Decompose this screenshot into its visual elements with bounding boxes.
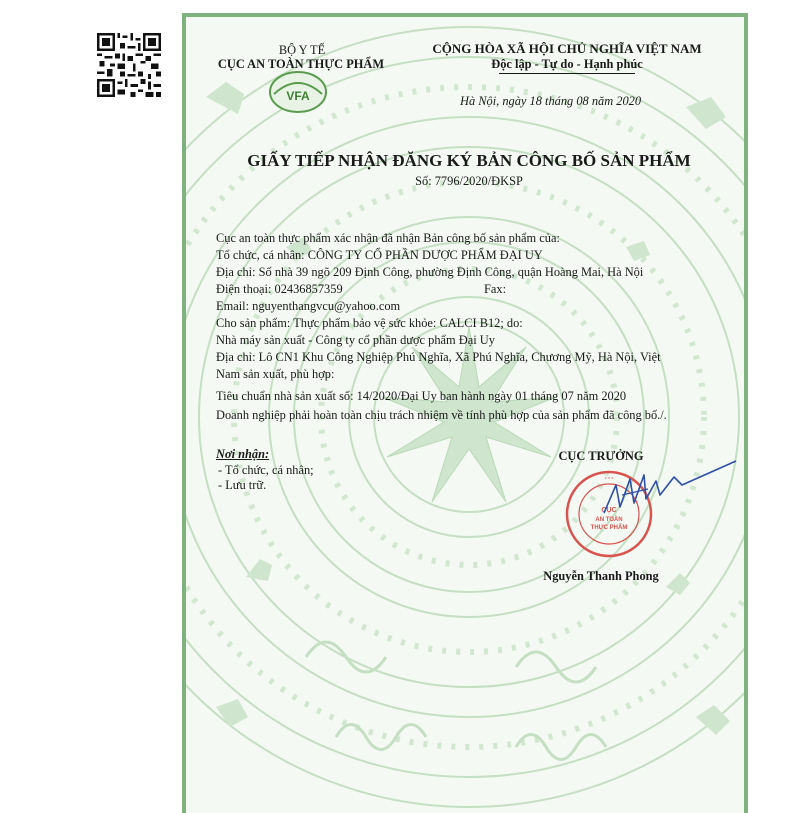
svg-text:AN TOÀN: AN TOÀN [595,517,623,523]
motto-underline [499,73,635,74]
issue-date: Hà Nội, ngày 18 tháng 08 năm 2020 [460,94,642,108]
phone: Điện thoại: 02436857359 [216,282,343,296]
organization: Tổ chức, cá nhân: CÔNG TY CỔ PHẦN DƯỢC PHẨM ĐẠI UY [216,248,543,262]
factory-address-line1: Địa chỉ: Lô CN1 Khu Công Nghiệp Phú Nghĩa, Xã Phú Nghĩa, Chương Mỹ, Hà Nội, Việt [216,350,661,364]
svg-text:THỰC PHẨM: THỰC PHẨM [590,525,628,531]
recipients-label: Nơi nhận: [216,447,270,461]
department-name: CỤC AN TOÀN THỰC PHẨM [217,57,385,71]
signer-title: CỤC TRƯỞNG [558,449,644,463]
body-intro: Cục an toàn thực phẩm xác nhận đã nhận Bản công bố sản phẩm của: [216,231,560,245]
responsibility-note: Doanh nghiệp phải hoàn toàn chịu trách nhiệm về tính phù hợp của sản phẩm đã công bố./. [216,408,667,422]
signer-name: Nguyễn Thanh Phong [543,569,659,583]
certificate-document [182,13,748,813]
certificate-number: Số: 7796/2020/ĐKSP [415,174,523,188]
vfa-logo [268,70,328,114]
organization-address: Địa chỉ: Số nhà 39 ngõ 209 Định Công, phường Định Công, quận Hoàng Mai, Hà Nội [216,265,644,279]
svg-text:* * *: * * * [604,477,614,483]
recipient-item: - Tổ chức, cá nhân; [218,463,314,477]
ministry-name: BỘ Y TẾ [278,43,326,57]
qr-code [97,33,161,97]
factory: Nhà máy sản xuất - Công ty cổ phần dược phẩm Đại Uy [216,333,495,347]
national-motto: Độc lập - Tự do - Hạnh phúc [491,57,643,71]
certificate-title: GIẤY TIẾP NHẬN ĐĂNG KÝ BẢN CÔNG BỐ SẢN PHẨM [247,151,691,170]
standard: Tiêu chuẩn nhà sản xuất số: 14/2020/Đại Uy ban hành ngày 01 tháng 07 năm 2020 [216,389,627,403]
svg-text:CỤC: CỤC [601,507,617,514]
factory-address-line2: Nam sản xuất, phù hợp: [216,367,335,381]
recipient-item: - Lưu trữ. [218,478,267,492]
country-name: CỘNG HÒA XÃ HỘI CHỦ NGHĨA VIỆT NAM [432,41,702,56]
handwritten-signature [586,455,746,525]
email: Email: nguyenthangvcu@yahoo.com [216,299,401,313]
svg-text:VFA: VFA [286,89,310,103]
fax: Fax: [484,282,507,296]
product: Cho sản phẩm: Thực phẩm bảo vệ sức khỏe: CALCI B12; do: [216,316,523,330]
